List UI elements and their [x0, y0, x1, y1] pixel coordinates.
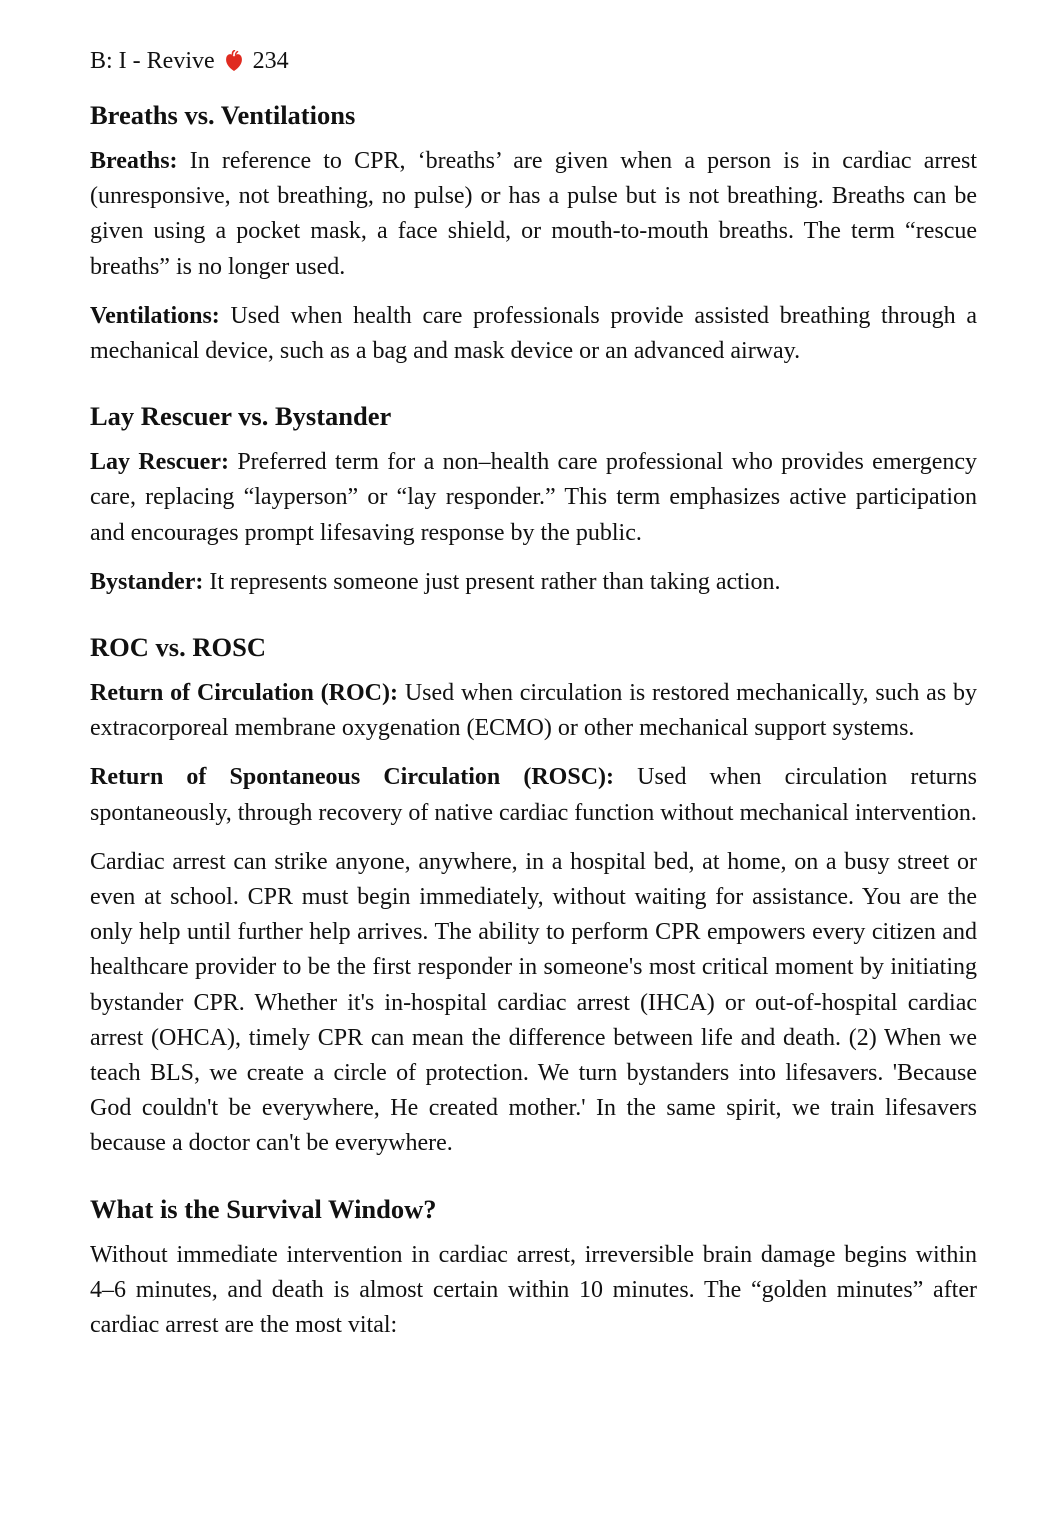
section-breaths-vs-ventilations [90, 98, 977, 369]
heart-icon [225, 48, 243, 70]
document-page [90, 44, 977, 1343]
body-text: Without immediate intervention in cardiac arrest, irreversible brain damage begins within 4–6 minutes, and death is almost certain within 10 minutes. The “golden minutes” after cardiac arrest are the most vital: [90, 1241, 977, 1339]
section-heading: Lay Rescuer vs. Bystander [90, 401, 392, 432]
definition-text: Preferred term for a non–health care professional who provides emergency care, replacing “layperson” or “lay responder.” This term emphasizes active participation and encourages prompt lifesaving response by the public. [90, 449, 977, 546]
definition-paragraph [90, 144, 977, 285]
definition-text: Used when health care professionals provide assisted breathing through a mechanical device, such as a bag and mask device or an advanced airway. [90, 302, 977, 365]
definition-text: In reference to CPR, ‘breaths’ are given when a person is in cardiac arrest (unresponsive, not breathing, no pulse) or has a pulse but is not breathing. Breaths can be given using a pocket mask, a face shield, or mouth-to-mouth breaths. The term “rescue breaths” is no longer used. [90, 148, 977, 280]
definition-term: Ventilations: [90, 302, 220, 329]
section-survival-window [90, 1192, 977, 1344]
header-prefix: B: I - Revive [90, 48, 215, 74]
definition-term: Return of Circulation (ROC): [90, 680, 398, 707]
definition-paragraph [90, 760, 977, 830]
definition-term: Return of Spontaneous Circulation (ROSC): [90, 764, 615, 791]
definition-text: Used when circulation is restored mechanically, such as by extracorporeal membrane oxygenation (ECMO) or other mechanical support systems. [90, 680, 977, 742]
running-header [90, 44, 977, 78]
definition-text: It represents someone just present rather than taking action. [203, 568, 781, 595]
section-lay-rescuer-vs-bystander [90, 399, 977, 600]
definition-paragraph [90, 565, 977, 600]
section-roc-vs-rosc [90, 630, 977, 1162]
body-text: Cardiac arrest can strike anyone, anywhere, in a hospital bed, at home, on a busy street or even at school. CPR must begin immediately, without waiting for assistance. You are the only help until further help arrives. The ability to perform CPR empowers every citizen and healthcare provider to be the first responder in someone's most critical moment by initiating bystander CPR. Whether it's in-hospital cardiac arrest (IHCA) or out-of-hospital cardiac arrest (OHCA), timely CPR can mean the difference between life and death. (2) When we teach BLS, we create a circle of protection. We turn bystanders into lifesavers. 'Because God couldn't be everywhere, He created mother.' In the same spirit, we train lifesavers because a doctor can't be everywhere. [90, 848, 977, 1157]
definition-paragraph [90, 445, 977, 551]
section-heading: What is the Survival Window? [90, 1193, 437, 1224]
section-heading: Breaths vs. Ventilations [90, 100, 356, 130]
definition-paragraph [90, 676, 977, 746]
definition-term: Bystander: [90, 568, 204, 595]
section-heading: ROC vs. ROSC [90, 632, 266, 663]
definition-text: Used when circulation returns spontaneously, through recovery of native cardiac function without mechanical intervention. [90, 764, 978, 826]
body-paragraph [90, 845, 977, 1162]
definition-paragraph [90, 299, 977, 369]
page-number: 234 [252, 48, 289, 74]
definition-term: Lay Rescuer: [90, 449, 229, 476]
definition-term: Breaths: [90, 148, 178, 174]
body-paragraph [90, 1238, 977, 1344]
